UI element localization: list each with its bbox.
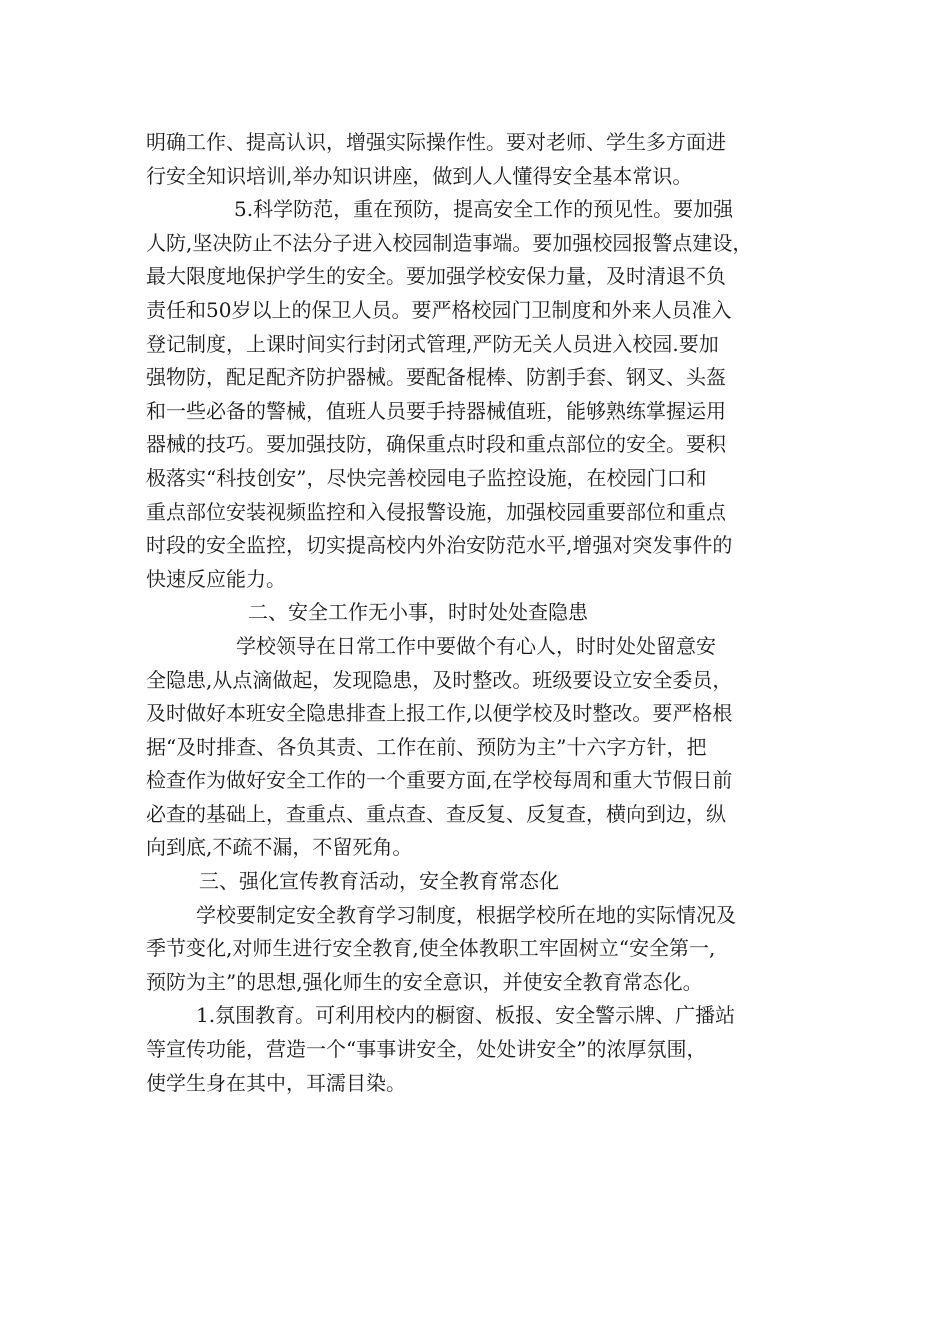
text-line: 极落实“科技创安”，尽快完善校园电子监控设施，在校园门口和 bbox=[146, 465, 707, 490]
section-heading: 三、强化宣传教育活动，安全教育常态化 bbox=[199, 869, 559, 894]
text-line: 强物防，配足配齐防护器械。要配备棍棒、防割手套、钢叉、头盔 bbox=[146, 365, 726, 390]
text-line: 全隐患,从点滴做起，发现隐患，及时整改。班级要设立安全委员， bbox=[146, 667, 733, 692]
text-line: 预防为主”的思想,强化师生的安全意识，并使安全教育常态化。 bbox=[146, 969, 703, 994]
section-heading: 二、安全工作无小事，时时处处查隐患 bbox=[248, 600, 588, 625]
text-line: 季节变化,对师生进行安全教育,使全体教职工牢固树立“安全第一, bbox=[146, 936, 716, 961]
text-line: 重点部位安装视频监控和入侵报警设施，加强校园重要部位和重点 bbox=[146, 499, 726, 524]
text-line: 使学生身在其中，耳濡目染。 bbox=[146, 1070, 406, 1095]
text-line: 登记制度，上课时间实行封闭式管理,严防无关人员进入校园.要加 bbox=[146, 331, 719, 356]
text-line: 行安全知识培训,举办知识讲座，做到人人懂得安全基本常识。 bbox=[146, 163, 693, 188]
text-line: 快速反应能力。 bbox=[146, 566, 286, 591]
text-line: 器械的技巧。要加强技防，确保重点时段和重点部位的安全。要积 bbox=[146, 432, 726, 457]
text-line: 人防,坚决防止不法分子进入校园制造事端。要加强校园报警点建设， bbox=[146, 230, 753, 255]
paragraph-start: 学校领导在日常工作中要做个有心人，时时处处留意安 bbox=[236, 633, 716, 658]
text-line: 责任和50岁以上的保卫人员。要严格校园门卫制度和外来人员准入 bbox=[146, 297, 732, 322]
text-line: 检查作为做好安全工作的一个重要方面,在学校每周和重大节假日前 bbox=[146, 768, 733, 793]
text-line: 明确工作、提高认识，增强实际操作性。要对老师、学生多方面进 bbox=[146, 130, 726, 154]
text-line: 向到底,不疏不漏，不留死角。 bbox=[146, 835, 413, 860]
paragraph-start: 学校要制定安全教育学习制度，根据学校所在地的实际情况及 bbox=[196, 902, 736, 927]
text-line: 最大限度地保护学生的安全。要加强学校安保力量，及时清退不负 bbox=[146, 264, 726, 289]
text-line: 等宣传功能，营造一个“事事讲安全，处处讲安全”的浓厚氛围， bbox=[146, 1037, 707, 1062]
text-line: 及时做好本班安全隐患排查上报工作,以便学校及时整改。要严格根 bbox=[146, 701, 733, 726]
numbered-paragraph-start: 5.科学防范，重在预防，提高安全工作的预见性。要加强 bbox=[234, 197, 734, 222]
numbered-paragraph-start: 1.氛围教育。可利用校内的橱窗、板报、安全警示牌、广播站 bbox=[196, 1003, 736, 1028]
text-line: 必查的基础上，查重点、重点查、查反复、反复查，横向到边，纵 bbox=[146, 801, 726, 826]
document-body bbox=[146, 126, 826, 1100]
text-line: 和一些必备的警械，值班人员要手持器械值班，能够熟练掌握运用 bbox=[146, 398, 726, 423]
text-line: 时段的安全监控，切实提高校内外治安防范水平,增强对突发事件的 bbox=[146, 533, 733, 558]
text-line: 据“及时排查、各负其责、工作在前、预防为主”十六字方针，把 bbox=[146, 734, 707, 759]
